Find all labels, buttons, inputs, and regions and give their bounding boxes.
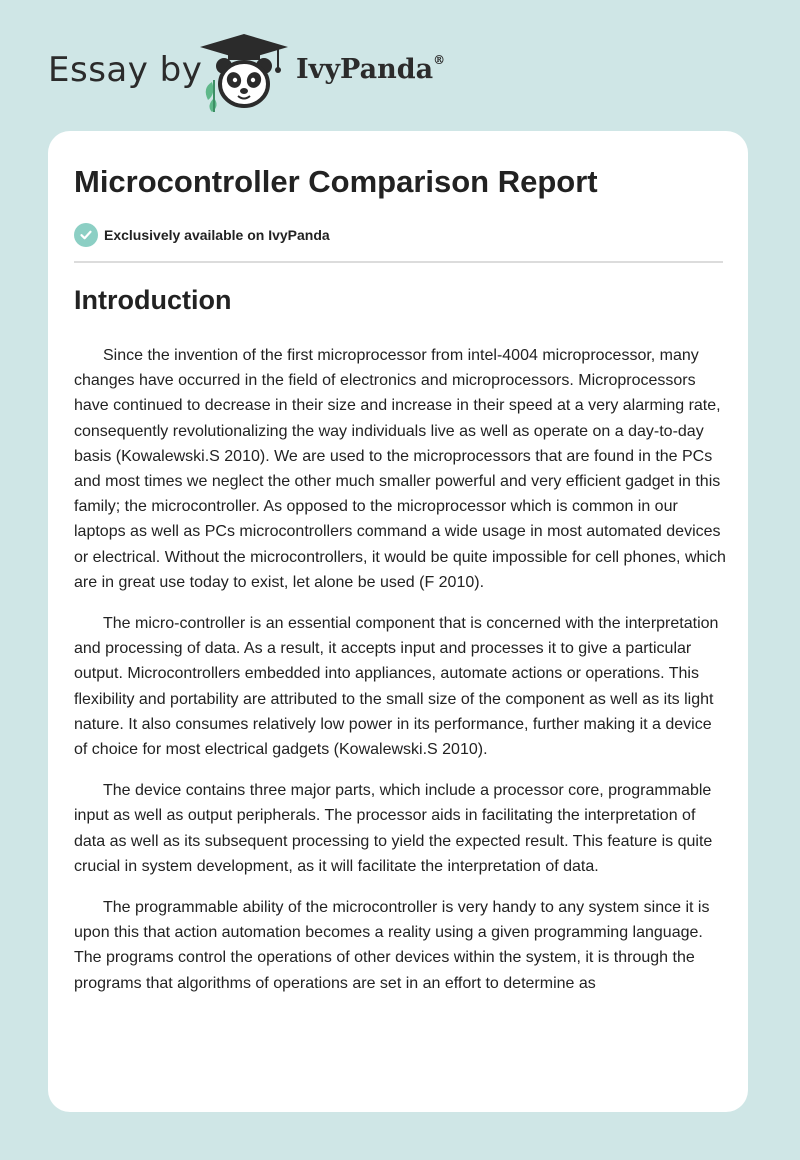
site-header xyxy=(0,0,800,130)
exclusive-label: Exclusively available on IvyPanda xyxy=(104,227,330,243)
essay-body xyxy=(74,343,726,1012)
check-icon xyxy=(74,223,98,247)
exclusive-badge xyxy=(74,223,330,247)
panda-logo-icon[interactable] xyxy=(198,32,290,112)
essay-card xyxy=(48,131,748,1112)
section-heading: Introduction xyxy=(74,285,232,315)
paragraph: The micro-controller is an essential component that is concerned with the interpretation and processing of data. As a result, it accepts input and processes it to give a particular output. Microcontrollers embedded into appliances, automate actions or operations. This flexibility and portability are attributed to the small size of the component as well as its light nature. It also consumes relatively low power in its performance, further making it a device of choice for most electrical gadgets (Kowalewski.S 2010). xyxy=(74,615,719,759)
registered-mark: ® xyxy=(433,53,446,67)
brand-name[interactable] xyxy=(296,54,445,85)
paragraph: The programmable ability of the microcontroller is very handy to any system since it is upon this that action automation becomes a reality using a given programming language. The programs control the operations of other devices within the system, it is through the programs that algorithms of operations are set in an effort to determine as xyxy=(74,899,710,992)
essay-by-label: Essay by xyxy=(48,50,203,90)
paragraph: Since the invention of the first microprocessor from intel-4004 microprocessor, many changes have occurred in the field of electronics and microprocessors. Microprocessors have continued to decrease in their size and increase in their speed at a very alarming rate, consequently revolutionalizing the way individuals live as well as operate on a day-to-day basis (Kowalewski.S 2010). We are used to the microprocessors that are found in the PCs and most times we neglect the other much smaller powerful and very efficient gadget in this family; the microcontroller. As opposed to the microprocessor which is common in our laptops as well as PCs microcontrollers command a wide usage in most automated devices or electrical. Without the microcontrollers, it would be quite impossible for cell phones, which are in great use today to exist, let alone be used (F 2010). xyxy=(74,347,726,591)
divider xyxy=(74,261,723,263)
brand-name-text: IvyPanda xyxy=(296,54,434,85)
paragraph: The device contains three major parts, which include a processor core, programmable input as well as output peripherals. The processor aids in facilitating the interpretation of data as well as its subsequent processing to yield the expected result. This feature is quite crucial in system development, as it will facilitate the interpretation of data. xyxy=(74,782,713,875)
page-title: Microcontroller Comparison Report xyxy=(74,164,598,199)
